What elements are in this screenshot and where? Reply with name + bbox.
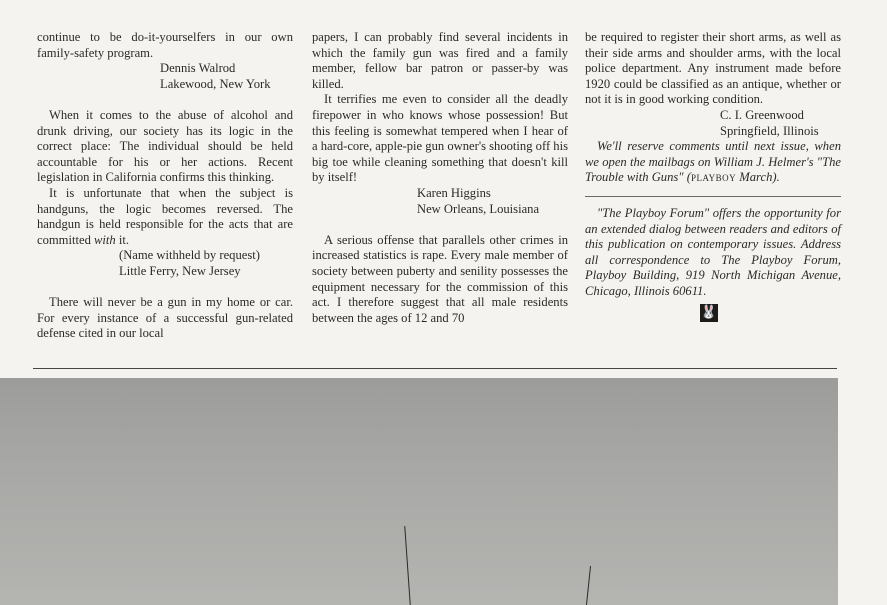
letter-text: be required to register their short arms, as well as their side arms and shoulder arms, with the local police department. Any instrument made before 1920 could be classified as an antique, whether or not it is in good working condition. <box>585 30 841 107</box>
signature-place: Springfield, Illinois <box>720 123 819 138</box>
playboy-logo-icon: 🐰 <box>700 304 718 320</box>
photo <box>0 378 838 605</box>
letter-text: There will never be a gun in my home or car. For every instance of a successful gun-related defense cited in our local <box>37 295 293 341</box>
signature-place: Lakewood, New York <box>160 76 271 91</box>
editor-note: We'll reserve comments until next issue, when we open the mailbags on William J. Helmer's "The Trouble with Guns" (PLAYBOY March). <box>585 139 841 185</box>
forum-note: "The Playboy Forum" offers the opportunity for an extended dialog between readers and editors of this publication on contemporary issues. Address all correspondence to The Playboy Forum, Playboy Building, 919 North Michigan Avenue, Chicago, Illinois 60611. <box>585 205 841 298</box>
signature-name: Dennis Walrod <box>160 61 236 76</box>
letter-text: continue to be do-it-yourselfers in our own family-safety program. <box>37 30 293 60</box>
signature-place: New Orleans, Louisiana <box>417 201 540 216</box>
signature-name: (Name withheld by request) <box>119 248 260 263</box>
column-2 <box>312 30 568 326</box>
signature-place: Little Ferry, New Jersey <box>119 263 241 278</box>
column-1 <box>37 30 293 342</box>
signature-name: C. I. Greenwood <box>720 107 804 122</box>
column-3 <box>585 30 841 322</box>
letter-text: It is unfortunate that when the subject is handguns, the logic becomes reversed. The handgun is held responsible for the acts that are committed with it. <box>37 185 293 247</box>
letter-text: A serious offense that parallels other crimes in increased statistics is rape. Every male member of society between puberty and senility possesses the equipment necessary for the commission of this act. I therefore suggest that all male residents between the ages of 12 and 70 <box>312 232 568 325</box>
letter-text: papers, I can probably find several incidents in which the family gun was fired and a family member, fellow bar patron or passer-by was killed. <box>312 30 568 91</box>
signature-name: Karen Higgins <box>417 185 491 200</box>
letter-text: It terrifies me even to consider all the deadly firepower in who knows whose possession! But this feeling is somewhat tempered when I hear of a hard-core, apple-pie gun owner's shooting off his big toe while cleaning something that doesn't kill by itself! <box>312 92 568 185</box>
letter-text: When it comes to the abuse of alcohol and drunk driving, our society has its logic in the correct place: The individual should be held accountable for his or her actions. Recent legislation in California confirms this thinking. <box>37 107 293 185</box>
divider <box>33 368 837 369</box>
divider <box>585 196 841 197</box>
